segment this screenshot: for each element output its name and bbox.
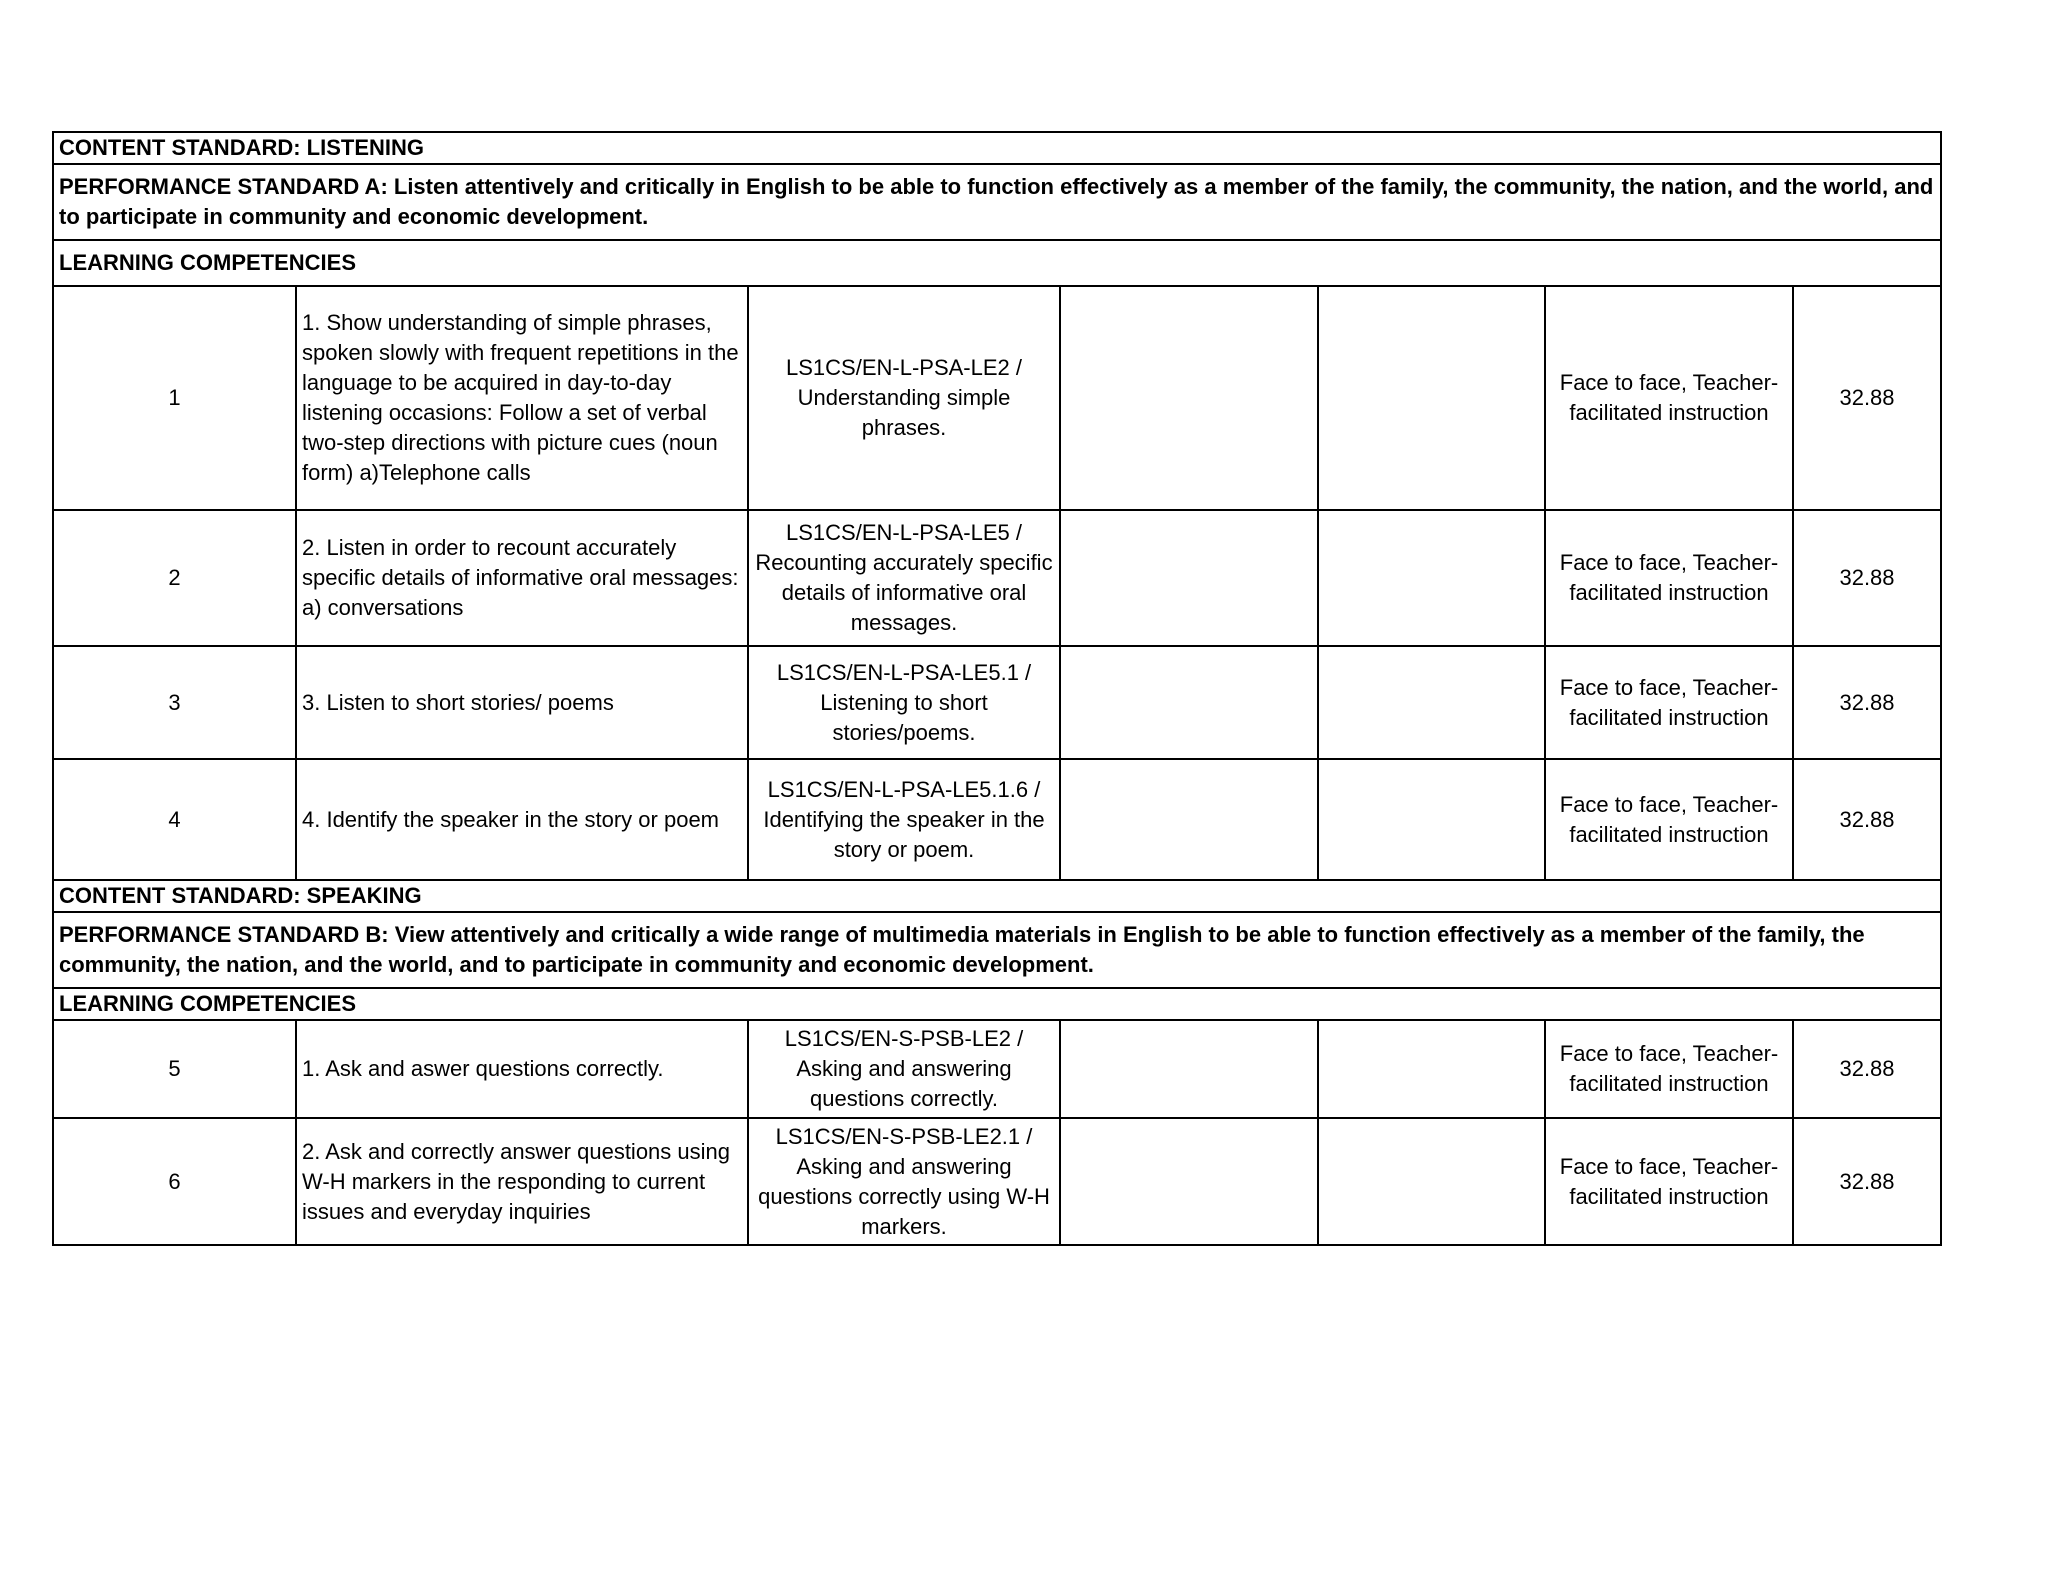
row-number: 2 (53, 510, 296, 646)
row-number: 1 (53, 286, 296, 510)
competency-text: 2. Listen in order to recount accurately specific details of informative oral messages: a) conversations (296, 510, 748, 646)
delivery-mode: Face to face, Teacher-facilitated instruction (1545, 510, 1793, 646)
competency-code: LS1CS/EN-L-PSA-LE2 / Understanding simple phrases. (748, 286, 1060, 510)
row-number: 4 (53, 759, 296, 880)
table-row (53, 510, 1941, 646)
table-row (53, 1118, 1941, 1245)
content-standard-row (53, 880, 1941, 912)
hours-value: 32.88 (1793, 646, 1941, 759)
empty-cell (1060, 286, 1318, 510)
empty-cell (1318, 286, 1545, 510)
performance-standard-row (53, 164, 1941, 240)
competency-code: LS1CS/EN-L-PSA-LE5.1 / Listening to short stories/poems. (748, 646, 1060, 759)
table-row (53, 759, 1941, 880)
row-number: 5 (53, 1020, 296, 1118)
competency-text: 4. Identify the speaker in the story or poem (296, 759, 748, 880)
empty-cell (1318, 1118, 1545, 1245)
competency-text: 2. Ask and correctly answer questions using W-H markers in the responding to current issues and everyday inquiries (296, 1118, 748, 1245)
performance-standard-text: PERFORMANCE STANDARD A: Listen attentively and critically in English to be able to function effectively as a member of the family, the community, the nation, and the world, and to participate in community and economic development. (53, 164, 1941, 240)
content-standard-heading: CONTENT STANDARD: LISTENING (53, 132, 1941, 164)
empty-cell (1060, 759, 1318, 880)
competency-code: LS1CS/EN-L-PSA-LE5 / Recounting accurately specific details of informative oral messages. (748, 510, 1060, 646)
learning-competencies-label: LEARNING COMPETENCIES (53, 988, 1941, 1020)
competency-code: LS1CS/EN-S-PSB-LE2.1 / Asking and answering questions correctly using W-H markers. (748, 1118, 1060, 1245)
delivery-mode: Face to face, Teacher-facilitated instruction (1545, 759, 1793, 880)
content-standard-heading: CONTENT STANDARD: SPEAKING (53, 880, 1941, 912)
curriculum-table (52, 131, 1942, 1246)
empty-cell (1318, 646, 1545, 759)
competency-code: LS1CS/EN-L-PSA-LE5.1.6 / Identifying the speaker in the story or poem. (748, 759, 1060, 880)
empty-cell (1060, 1118, 1318, 1245)
empty-cell (1318, 510, 1545, 646)
competency-code: LS1CS/EN-S-PSB-LE2 / Asking and answering questions correctly. (748, 1020, 1060, 1118)
empty-cell (1318, 759, 1545, 880)
hours-value: 32.88 (1793, 1118, 1941, 1245)
delivery-mode: Face to face, Teacher-facilitated instruction (1545, 286, 1793, 510)
hours-value: 32.88 (1793, 759, 1941, 880)
delivery-mode: Face to face, Teacher-facilitated instruction (1545, 646, 1793, 759)
row-number: 6 (53, 1118, 296, 1245)
competency-text: 1. Ask and aswer questions correctly. (296, 1020, 748, 1118)
hours-value: 32.88 (1793, 286, 1941, 510)
competencies-label-row (53, 240, 1941, 286)
table-row (53, 1020, 1941, 1118)
empty-cell (1060, 510, 1318, 646)
hours-value: 32.88 (1793, 510, 1941, 646)
empty-cell (1060, 1020, 1318, 1118)
empty-cell (1318, 1020, 1545, 1118)
row-number: 3 (53, 646, 296, 759)
table-row (53, 646, 1941, 759)
competency-text: 3. Listen to short stories/ poems (296, 646, 748, 759)
table-row (53, 286, 1941, 510)
competencies-label-row (53, 988, 1941, 1020)
performance-standard-row (53, 912, 1941, 988)
competency-text: 1. Show understanding of simple phrases, spoken slowly with frequent repetitions in the language to be acquired in day-to-day listening occasions: Follow a set of verbal two-step directions with picture cues (noun form) a)Telephone calls (296, 286, 748, 510)
learning-competencies-label: LEARNING COMPETENCIES (53, 240, 1941, 286)
empty-cell (1060, 646, 1318, 759)
content-standard-row (53, 132, 1941, 164)
delivery-mode: Face to face, Teacher-facilitated instruction (1545, 1020, 1793, 1118)
hours-value: 32.88 (1793, 1020, 1941, 1118)
delivery-mode: Face to face, Teacher-facilitated instruction (1545, 1118, 1793, 1245)
performance-standard-text: PERFORMANCE STANDARD B: View attentively and critically a wide range of multimedia materials in English to be able to function effectively as a member of the family, the community, the nation, and the world, and to participate in community and economic development. (53, 912, 1941, 988)
